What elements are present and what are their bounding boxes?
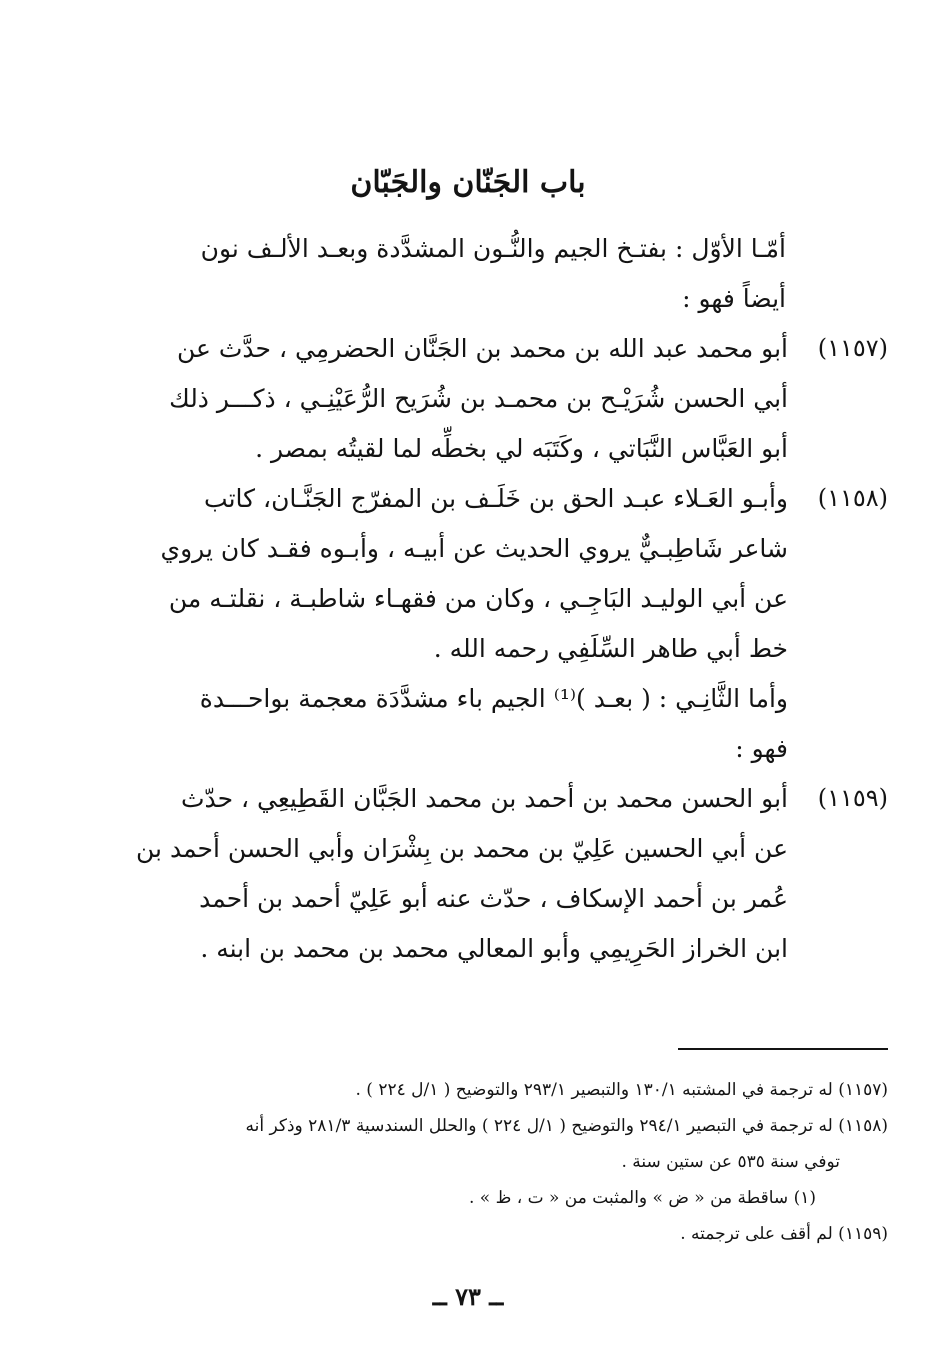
entry-1159-line-1: أبو الحسن محمد بن أحمد بن محمد الجَبَّان القَطِيعِي ، حدّث xyxy=(180,784,788,813)
entry-1159-line-2: عن أبي الحسين عَلِيّ بن محمد بن بِشْرَان وأبي الحسن أحمد بن xyxy=(136,834,788,863)
page-number: ــ ٧٣ ــ xyxy=(432,1282,504,1311)
entry-1158-line-4: خط أبي طاهر السِّلَفِي رحمه الله . xyxy=(433,634,788,663)
entry-1157-line-3: أبو العَبَّاس النَّبَاتي ، وكَتَبَه لي بخطِّه لما لقيتُه بمصر . xyxy=(255,434,788,463)
entry-number-1159: (١١٥٩) xyxy=(817,784,888,812)
entry-1159-line-4: ابن الخراز الحَرِيمِي وأبو المعالي محمد بن محمد بن ابنه . xyxy=(200,934,788,963)
footnote-1159: (١١٥٩) لم أقف على ترجمته . xyxy=(680,1224,888,1244)
entry-1157-line-1: أبو محمد عبد الله بن محمد بن الجَنَّان الحضرمِي ، حدَّث عن xyxy=(177,334,788,363)
entry-number-1157: (١١٥٧) xyxy=(817,334,888,362)
footnote-1158-continued: توفي سنة ٥٣٥ عن ستين سنة . xyxy=(621,1152,840,1172)
intro-line-2: أيضاً فهو : xyxy=(682,284,786,313)
entry-1157-line-2: أبي الحسن شُرَيْـح بن محمـد بن شُرَيح الرُّعَيْنِـي ، ذكـــر ذلك xyxy=(169,384,788,413)
footnote-1158: (١١٥٨) له ترجمة في التبصير ٢٩٤/١ والتوضيح ( ١/ل ٢٢٤ ) والحلل السندسية ٢٨١/٣ وذكر أنه xyxy=(245,1116,888,1136)
second-line-2: فهو : xyxy=(735,734,788,763)
entry-1158-line-3: عن أبي الوليـد البَاجِـي ، وكان من فقهـاء شاطبـة ، نقلتـه من xyxy=(168,584,788,613)
entry-1158-line-1: وأبـو العَـلاء عبـد الحق بن خَلَـف بن المفرّج الجَنَّـان، كاتب xyxy=(204,484,788,513)
footnote-1157: (١١٥٧) له ترجمة في المشتبه ١٣٠/١ والتبصير ٢٩٣/١ والتوضيح ( ١/ل ٢٢٤ ) . xyxy=(355,1080,888,1100)
intro-line-1: أمّـا الأوّل : بفتـخ الجيم والنُّـون المشدَّدة وبعـد الألـف نون xyxy=(200,234,786,263)
chapter-title: باب الجَنّان والجَبّان xyxy=(350,165,586,200)
entry-1159-line-3: عُمر بن أحمد الإسكاف ، حدّث عنه أبو عَلِيّ أحمد بن أحمد xyxy=(199,884,788,913)
second-line-1: وأما الثَّانِـي : ( بعـد )⁽¹⁾ الجيم باء مشدَّدَة معجمة بواحـــدة xyxy=(199,684,788,713)
footnote-1: (١) ساقطة من « ض » والمثبت من « ت ، ظ » . xyxy=(468,1188,816,1208)
entry-number-1158: (١١٥٨) xyxy=(817,484,888,512)
footnote-separator xyxy=(678,1048,888,1050)
entry-1158-line-2: شاعر شَاطِبـيٌّ يروي الحديث عن أبيـه ، وأبـوه فقـد كان يروي xyxy=(160,534,788,563)
